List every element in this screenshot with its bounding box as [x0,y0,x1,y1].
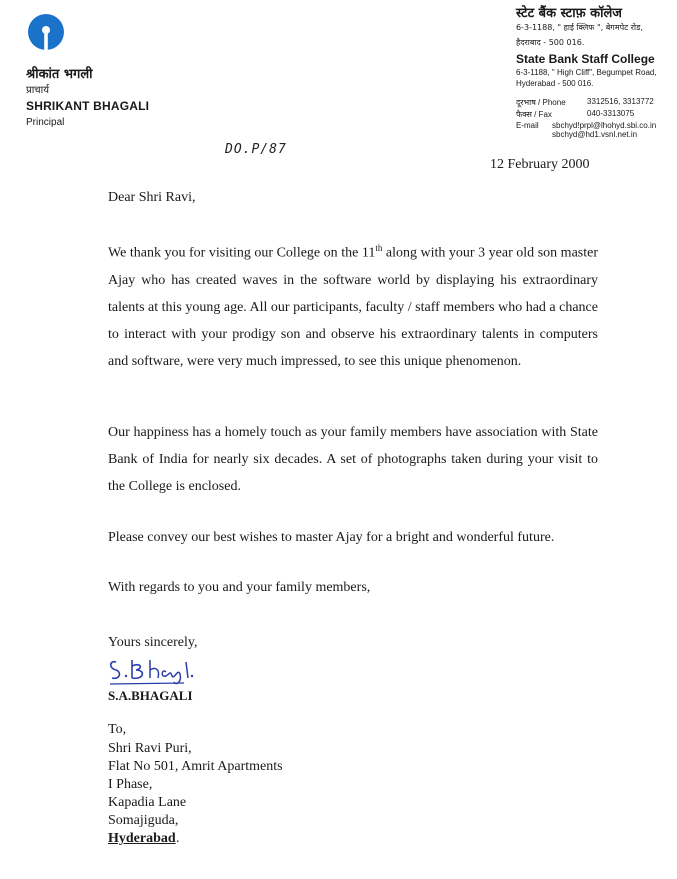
letter-date: 12 February 2000 [490,157,590,172]
email-address-1: sbchyd!prpl@lhohyd.sbi.co.in [552,121,657,130]
paragraph-3: Please convey our best wishes to master Ajay for a bright and wonderful future. [108,530,555,545]
recipient-line: Shri Ravi Puri, [108,741,192,756]
college-address-hindi-1: 6-3-1188, " हाई क्लिफ ", बेगमपेट रोड, [516,23,643,32]
recipient-city: Hyderabad [108,831,176,846]
signer-name: S.A.BHAGALI [108,688,193,703]
principal-name-hindi: श्रीकांत भगली [26,67,93,82]
principal-title-hindi: प्राचार्य [26,85,50,96]
email-label: E-mail [516,121,539,130]
phone-value: 3312516, 3313772 [587,97,654,106]
fax-value: 040-3313075 [587,109,635,118]
regards-line: With regards to you and your family members, [108,580,371,595]
closing: Yours sincerely, [108,635,198,650]
recipient-city-period: . [176,831,180,846]
recipient-line: I Phase, [108,777,153,792]
paragraph-1: We thank you for visiting our College on the 11th along with your 3 year old son master Ajay who has created waves in the software world by displaying his extraordinary talents at this young age. All our participants, faculty / staff members who had a chance to interact with your prodigy son and observe his extraordinary talents in computers and software, were very much impressed, to see this unique phenomenon. [108,243,598,369]
college-address-1: 6-3-1188, " High Cliff", Begumpet Road, [516,68,657,77]
salutation: Dear Shri Ravi, [108,190,196,205]
recipient-line: Flat No 501, Amrit Apartments [108,759,283,774]
recipient-line: Kapadia Lane [108,795,187,810]
phone-label: दूरभाष / Phone [516,98,566,107]
email-address-2: sbchyd@hd1.vsnl.net.in [552,130,638,139]
college-address-hindi-2: हैदराबाद - 500 016. [516,38,585,47]
recipient-line: Somajiguda, [108,813,179,828]
college-name-hindi: स्टेट बैंक स्टाफ़ कॉलेज [516,6,622,21]
handwritten-signature [106,654,216,688]
principal-name: SHRIKANT BHAGALI [26,99,150,113]
paragraph-2: Our happiness has a homely touch as your family members have association with State Bank of India for nearly six decades. A set of photographs taken during your visit to the College is enclosed. [108,425,598,494]
recipient-to: To, [108,722,127,737]
fax-label: फैक्स / Fax [516,110,552,119]
sbi-logo [26,12,66,64]
college-address-2: Hyderabad - 500 016. [516,79,594,88]
handwritten-reference: DO.P/87 [225,142,287,157]
college-name: State Bank Staff College [516,52,655,66]
principal-title: Principal [26,117,65,128]
